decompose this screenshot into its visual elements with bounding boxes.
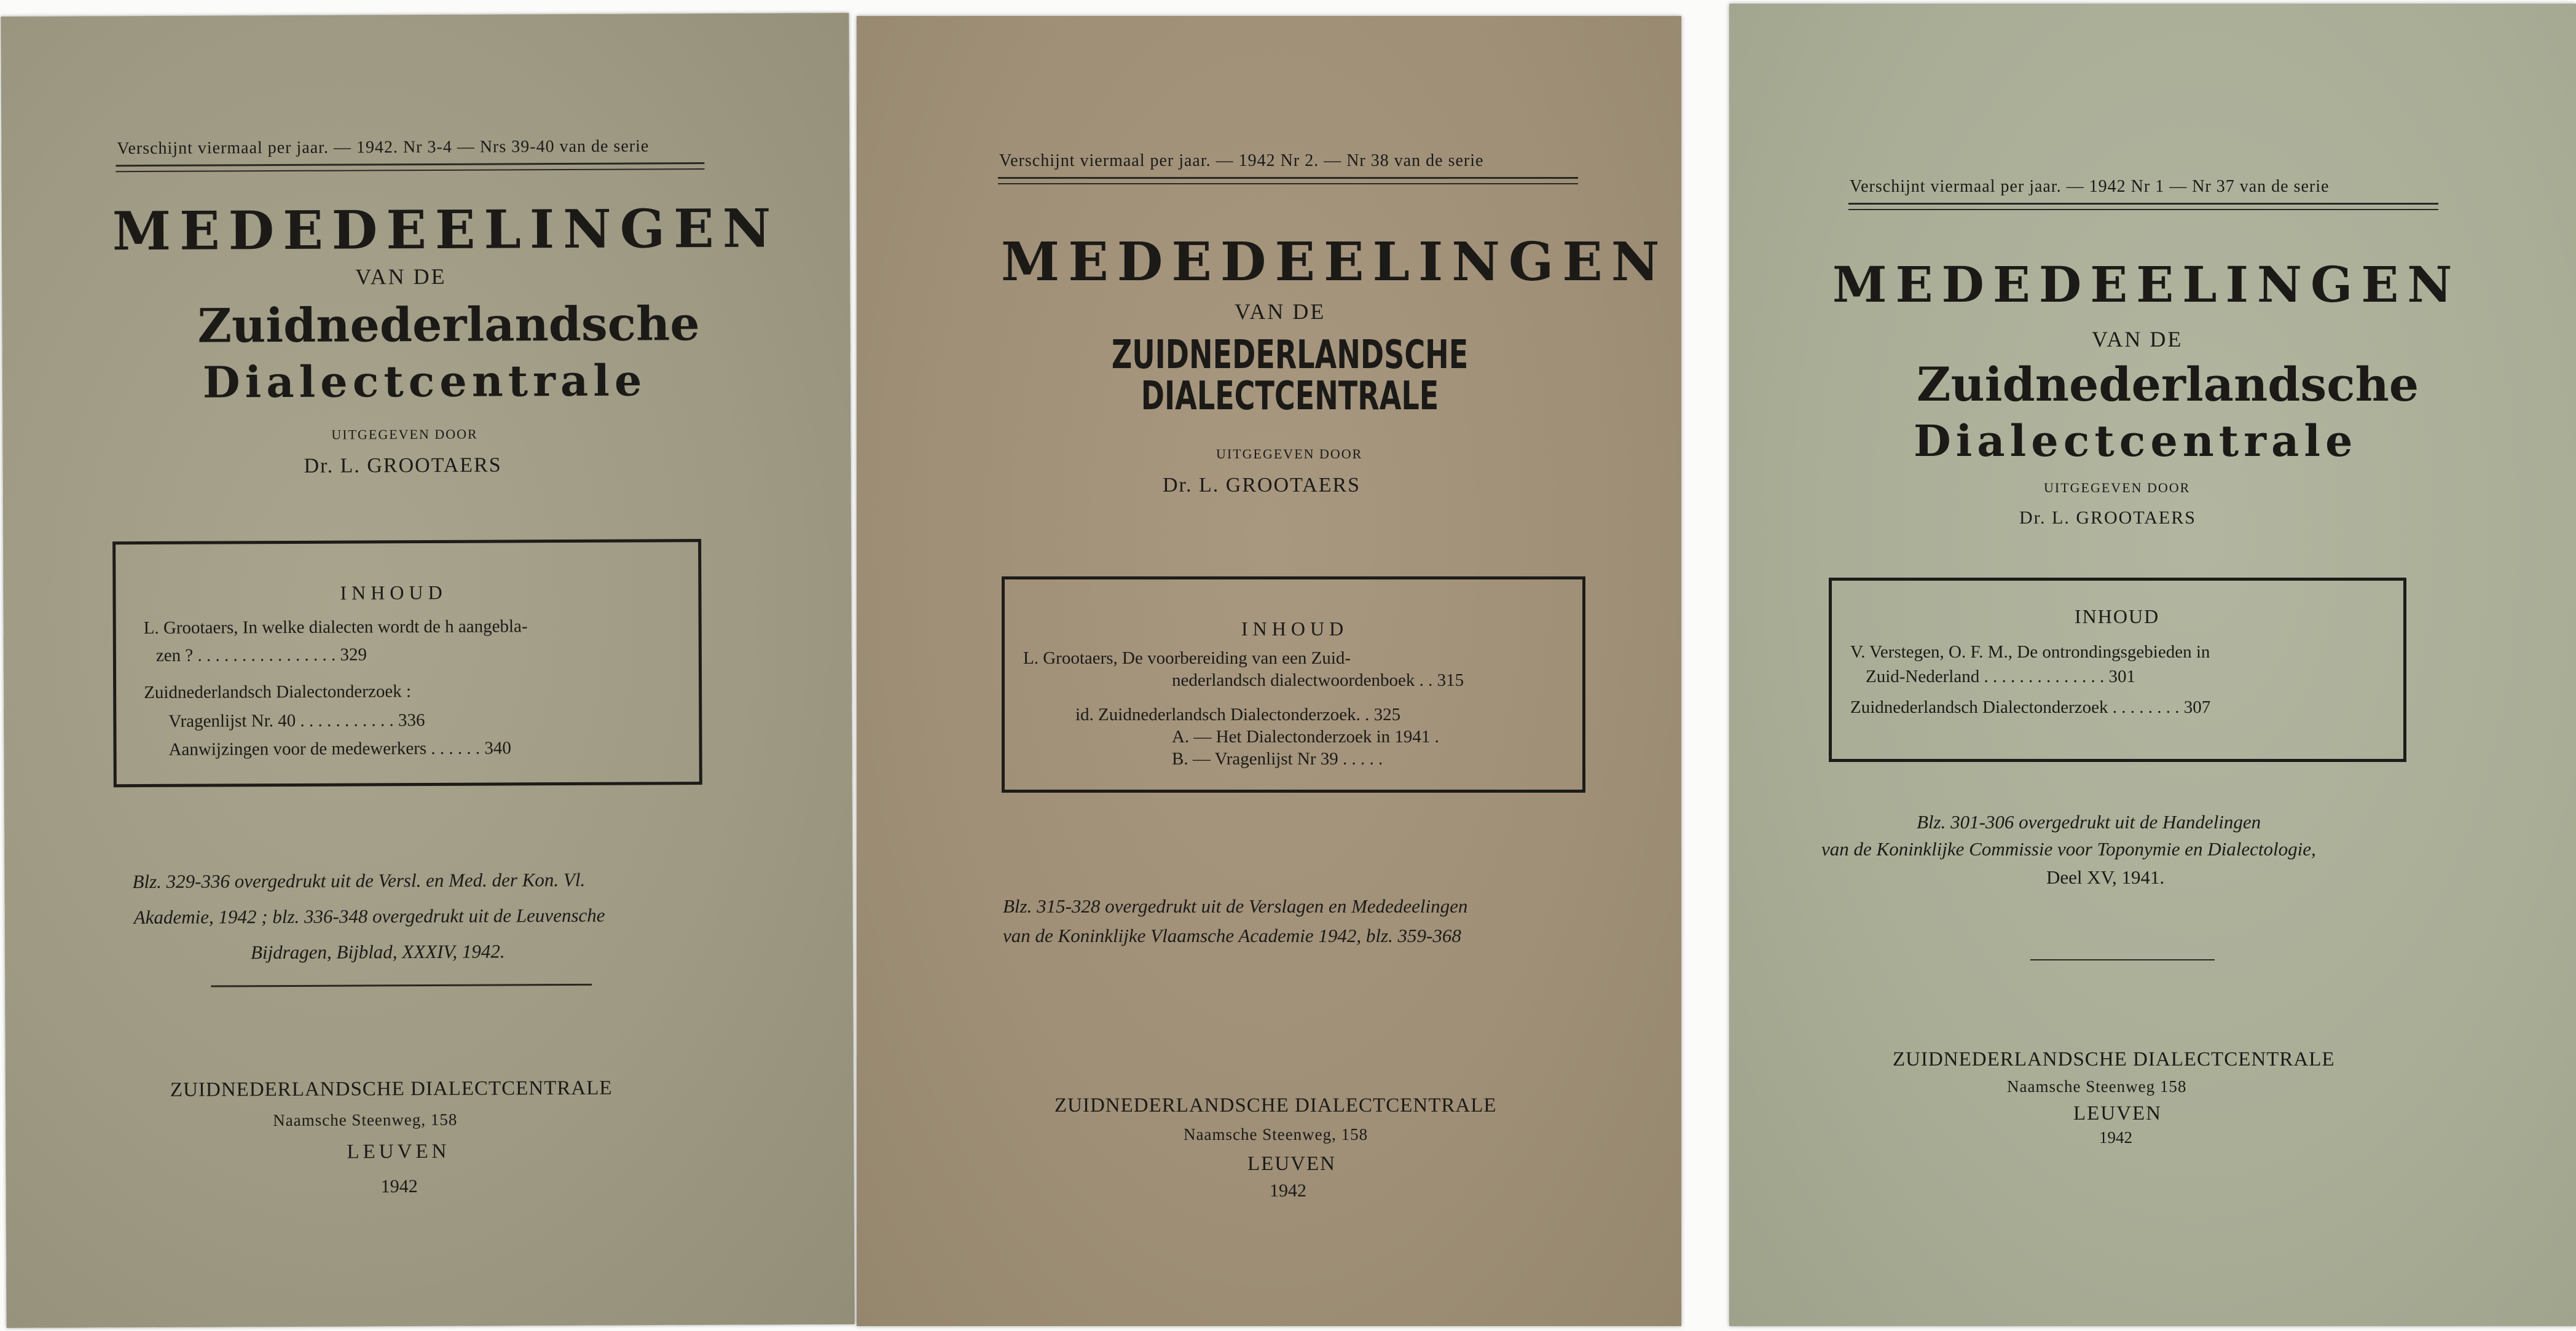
divider-rule	[211, 984, 592, 987]
publisher-label: UITGEGEVEN DOOR	[2044, 480, 2191, 495]
van-de-label: VAN DE	[2092, 327, 2183, 351]
serial-rule	[998, 177, 1578, 179]
offprint-note-line: Blz. 301-306 overgedrukt uit de Handelingen	[1917, 811, 2261, 833]
contents-heading: INHOUD	[340, 581, 447, 604]
contents-box	[1002, 576, 1585, 793]
publisher-city: LEUVEN	[1247, 1153, 1336, 1175]
publisher-address: Naamsche Steenweg, 158	[1184, 1125, 1368, 1144]
journal-title: MEDEDEELINGEN	[1832, 256, 2461, 313]
publisher-city: LEUVEN	[347, 1140, 450, 1163]
divider-rule	[2030, 959, 2215, 960]
publisher-label: UITGEGEVEN DOOR	[1216, 446, 1363, 461]
name-line-1: Zuidnederlandsche	[197, 296, 700, 353]
name-line-2: DIALECTCENTRALE	[1141, 374, 1439, 419]
name-line-2: Dialectcentrale	[202, 355, 647, 408]
serial-line: Verschijnt viermaal per jaar. — 1942 Nr 1 — Nr 37 van de serie	[1850, 177, 2330, 196]
author-name: Dr. L. GROOTAERS	[2019, 508, 2196, 528]
toc-entry: nederlandsch dialectwoordenboek . . 315	[1172, 670, 1464, 690]
toc-entry: Vragenlijst Nr. 40 . . . . . . . . . . . 336	[168, 710, 425, 731]
offprint-note-line: Deel XV, 1941.	[2046, 866, 2165, 888]
publisher-address: Naamsche Steenweg 158	[2007, 1077, 2187, 1096]
booklet-right	[1729, 4, 2576, 1326]
journal-title: MEDEDEELINGEN	[112, 197, 780, 263]
offprint-note-line: Blz. 315-328 overgedrukt uit de Verslagen en Mededeelingen	[1003, 895, 1468, 917]
publisher-name: ZUIDNEDERLANDSCHE DIALECTCENTRALE	[170, 1077, 613, 1101]
author-name: Dr. L. GROOTAERS	[304, 453, 502, 477]
offprint-note-line: Blz. 329-336 overgedrukt uit de Versl. en Med. der Kon. Vl.	[132, 868, 586, 893]
toc-entry: V. Verstegen, O. F. M., De ontrondingsgebieden in	[1850, 642, 2210, 662]
contents-heading: INHOUD	[1241, 618, 1349, 640]
publisher-address: Naamsche Steenweg, 158	[273, 1110, 458, 1130]
booklet-middle	[857, 16, 1681, 1326]
serial-rule-thin	[998, 183, 1578, 184]
toc-entry: L. Grootaers, In welke dialecten wordt de h aangebla-	[143, 616, 528, 638]
publisher-name: ZUIDNEDERLANDSCHE DIALECTCENTRALE	[1054, 1094, 1497, 1117]
author-name: Dr. L. GROOTAERS	[1163, 474, 1361, 497]
offprint-note-line: van de Koninklijke Commissie voor Toponymie en Dialectologie,	[1821, 838, 2316, 860]
toc-entry: Zuidnederlandsch Dialectonderzoek . . . . . . . . 307	[1850, 697, 2211, 717]
serial-line: Verschijnt viermaal per jaar. — 1942 Nr 2. — Nr 38 van de serie	[999, 151, 1484, 170]
publisher-city: LEUVEN	[2073, 1102, 2162, 1125]
publisher-name: ZUIDNEDERLANDSCHE DIALECTCENTRALE	[1893, 1048, 2335, 1070]
journal-title: MEDEDEELINGEN	[1001, 231, 1668, 293]
toc-entry: Aanwijzingen voor de medewerkers . . . . . . 340	[168, 738, 511, 760]
serial-rule-thin	[116, 168, 704, 172]
name-line-1: ZUIDNEDERLANDSCHE	[1111, 332, 1469, 378]
toc-entry: id. Zuidnederlandsch Dialectonderzoek. . 325	[1075, 705, 1401, 724]
offprint-note-line: Akademie, 1942 ; blz. 336-348 overgedrukt uit de Leuvensche	[133, 904, 605, 929]
serial-line: Verschijnt viermaal per jaar. — 1942. Nr 3-4 — Nrs 39-40 van de serie	[117, 136, 650, 159]
name-line-1: Zuidnederlandsche	[1917, 357, 2419, 412]
contents-heading: INHOUD	[2075, 605, 2160, 627]
toc-entry: L. Grootaers, De voorbereiding van een Zuid-	[1023, 648, 1351, 668]
toc-entry: B. — Vragenlijst Nr 39 . . . . .	[1172, 749, 1383, 769]
toc-entry: A. — Het Dialectonderzoek in 1941 .	[1172, 727, 1439, 747]
serial-rule	[1848, 203, 2438, 205]
offprint-note-line: van de Koninklijke Vlaamsche Academie 1942, blz. 359-368	[1003, 925, 1461, 946]
publisher-label: UITGEGEVEN DOOR	[331, 426, 478, 442]
serial-rule	[116, 162, 704, 167]
van-de-label: VAN DE	[1235, 299, 1326, 324]
contents-box	[1829, 578, 2406, 762]
name-line-2: Dialectcentrale	[1914, 415, 2358, 466]
offprint-note-line: Bijdragen, Bijblad, XXXIV, 1942.	[250, 940, 505, 964]
van-de-label: VAN DE	[355, 264, 447, 289]
contents-box	[112, 539, 702, 787]
toc-entry: Zuidnederlandsch Dialectonderzoek :	[144, 681, 412, 703]
toc-entry: Zuid-Nederland . . . . . . . . . . . . . . 301	[1866, 667, 2135, 686]
publication-year: 1942	[380, 1176, 418, 1197]
booklet-left	[1, 13, 854, 1328]
serial-rule-thin	[1848, 209, 2438, 210]
publication-year: 1942	[2099, 1128, 2132, 1147]
toc-entry: zen ? . . . . . . . . . . . . . . . . 329	[155, 645, 367, 666]
publication-year: 1942	[1270, 1180, 1306, 1201]
